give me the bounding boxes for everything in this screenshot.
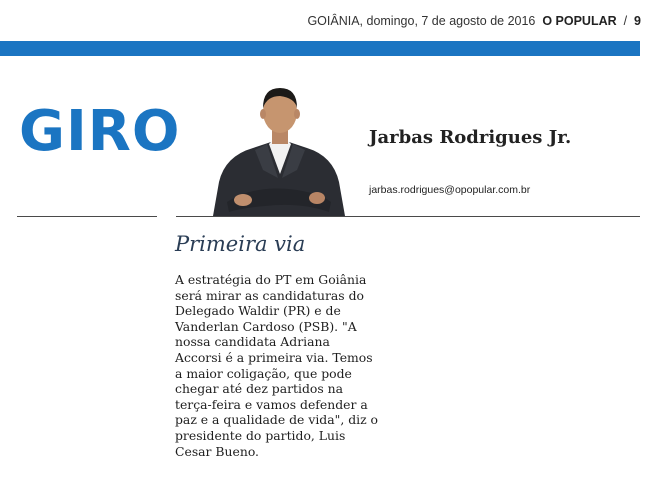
- body-line: terça-feira e vamos defender a: [175, 396, 368, 412]
- section-color-bar: [0, 41, 640, 56]
- author-name: Jarbas Rodrigues Jr.: [369, 127, 572, 148]
- newspaper-name: O POPULAR: [542, 14, 617, 28]
- divider-right: [176, 216, 640, 217]
- page-number: 9: [634, 14, 641, 28]
- body-line: Cesar Bueno.: [175, 443, 259, 459]
- article-body: [175, 272, 390, 459]
- body-line: Accorsi é a primeira via. Temos: [175, 349, 373, 365]
- author-email[interactable]: jarbas.rodrigues@opopular.com.br: [369, 184, 531, 196]
- body-line: nossa candidata Adriana: [175, 334, 330, 350]
- article-headline: Primeira via: [175, 232, 306, 256]
- body-line: chegar até dez partidos na: [175, 381, 344, 397]
- section-title: GIRO: [19, 99, 181, 164]
- columnist-portrait: [205, 78, 355, 216]
- body-line: paz e a qualidade de vida", diz o: [175, 412, 379, 428]
- page-separator: /: [623, 14, 628, 28]
- body-line: a maior coligação, que pode: [175, 365, 352, 381]
- body-line: Delegado Waldir (PR) e de: [175, 303, 341, 319]
- divider-left: [17, 216, 157, 217]
- body-line: presidente do partido, Luis: [175, 427, 346, 443]
- body-line: Vanderlan Cardoso (PSB). "A: [175, 318, 357, 334]
- body-line: A estratégia do PT em Goiânia: [175, 272, 367, 287]
- masthead-line: [307, 14, 641, 28]
- dateline: GOIÂNIA, domingo, 7 de agosto de 2016: [307, 14, 536, 28]
- body-line: será mirar as candidaturas do: [175, 287, 364, 303]
